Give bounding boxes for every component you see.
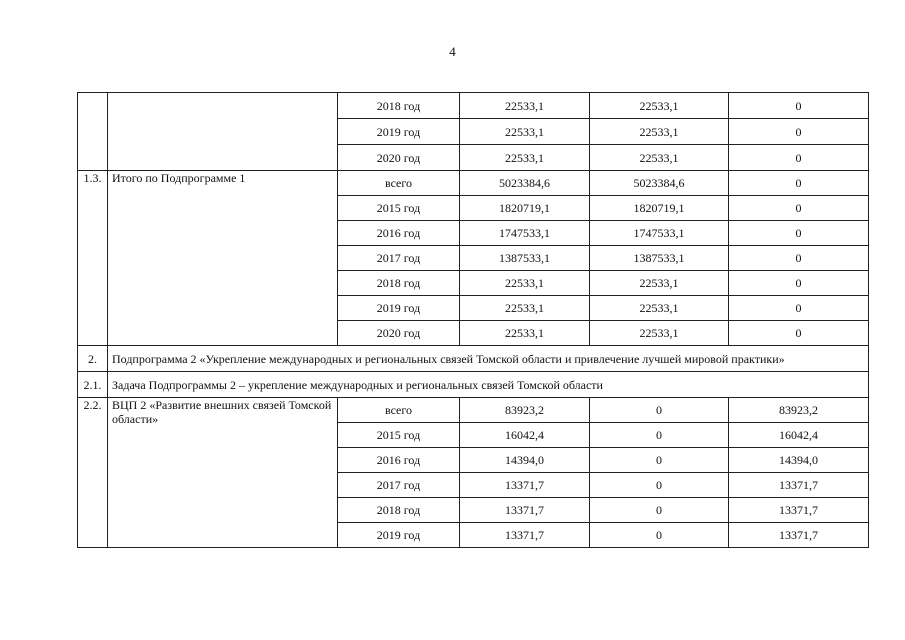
value-a-cell: 22533,1 (590, 271, 729, 296)
budget-table (77, 92, 869, 548)
value-a-cell: 0 (590, 473, 729, 498)
total-value-cell: 83923,2 (460, 398, 590, 423)
table-row (78, 398, 869, 423)
value-b-cell: 13371,7 (729, 473, 869, 498)
value-a-cell: 22533,1 (590, 145, 729, 171)
year-cell: 2015 год (338, 196, 460, 221)
value-b-cell: 0 (729, 93, 869, 119)
name-cell (108, 93, 338, 171)
value-a-cell: 22533,1 (590, 321, 729, 346)
value-a-cell: 0 (590, 523, 729, 548)
value-b-cell: 16042,4 (729, 423, 869, 448)
value-a-cell: 0 (590, 448, 729, 473)
value-b-cell: 0 (729, 119, 869, 145)
year-cell: 2019 год (338, 119, 460, 145)
value-b-cell: 13371,7 (729, 498, 869, 523)
value-b-cell: 83923,2 (729, 398, 869, 423)
total-value-cell: 13371,7 (460, 473, 590, 498)
value-b-cell: 13371,7 (729, 523, 869, 548)
year-cell: 2020 год (338, 321, 460, 346)
value-b-cell: 0 (729, 196, 869, 221)
name-cell: Итого по Подпрограмме 1 (108, 171, 338, 346)
total-value-cell: 22533,1 (460, 93, 590, 119)
year-cell: 2017 год (338, 473, 460, 498)
name-cell: ВЦП 2 «Развитие внешних связей Томской области» (108, 398, 338, 548)
value-b-cell: 0 (729, 145, 869, 171)
value-a-cell: 0 (590, 498, 729, 523)
total-value-cell: 1747533,1 (460, 221, 590, 246)
value-a-cell: 22533,1 (590, 93, 729, 119)
value-b-cell: 0 (729, 171, 869, 196)
total-value-cell: 16042,4 (460, 423, 590, 448)
total-value-cell: 22533,1 (460, 119, 590, 145)
year-cell: 2019 год (338, 523, 460, 548)
year-cell: всего (338, 171, 460, 196)
year-cell: 2019 год (338, 296, 460, 321)
page-number: 4 (449, 44, 456, 59)
year-cell: 2017 год (338, 246, 460, 271)
value-b-cell: 0 (729, 321, 869, 346)
year-cell: 2016 год (338, 448, 460, 473)
year-cell: всего (338, 398, 460, 423)
value-a-cell: 1747533,1 (590, 221, 729, 246)
total-value-cell: 22533,1 (460, 271, 590, 296)
total-value-cell: 5023384,6 (460, 171, 590, 196)
year-cell: 2018 год (338, 271, 460, 296)
section-row (78, 372, 869, 398)
total-value-cell: 22533,1 (460, 321, 590, 346)
index-cell: 2.2. (78, 398, 108, 548)
total-value-cell: 13371,7 (460, 523, 590, 548)
section-row (78, 346, 869, 372)
table-row (78, 171, 869, 196)
section-title-cell: Задача Подпрограммы 2 – укрепление международных и региональных связей Томской области (108, 372, 869, 398)
index-cell (78, 93, 108, 171)
value-b-cell: 0 (729, 246, 869, 271)
value-a-cell: 5023384,6 (590, 171, 729, 196)
total-value-cell: 14394,0 (460, 448, 590, 473)
value-a-cell: 1387533,1 (590, 246, 729, 271)
table-row (78, 93, 869, 119)
year-cell: 2018 год (338, 93, 460, 119)
section-title-cell: Подпрограмма 2 «Укрепление международных и региональных связей Томской области и привлечение лучшей мировой практики» (108, 346, 869, 372)
budget-table-body (78, 93, 869, 548)
value-b-cell: 14394,0 (729, 448, 869, 473)
value-a-cell: 1820719,1 (590, 196, 729, 221)
value-b-cell: 0 (729, 221, 869, 246)
value-b-cell: 0 (729, 271, 869, 296)
section-index-cell: 2.1. (78, 372, 108, 398)
year-cell: 2020 год (338, 145, 460, 171)
value-b-cell: 0 (729, 296, 869, 321)
value-a-cell: 0 (590, 423, 729, 448)
total-value-cell: 1387533,1 (460, 246, 590, 271)
total-value-cell: 13371,7 (460, 498, 590, 523)
value-a-cell: 22533,1 (590, 119, 729, 145)
section-index-cell: 2. (78, 346, 108, 372)
total-value-cell: 22533,1 (460, 145, 590, 171)
year-cell: 2016 год (338, 221, 460, 246)
total-value-cell: 22533,1 (460, 296, 590, 321)
value-a-cell: 0 (590, 398, 729, 423)
total-value-cell: 1820719,1 (460, 196, 590, 221)
value-a-cell: 22533,1 (590, 296, 729, 321)
index-cell: 1.3. (78, 171, 108, 346)
year-cell: 2015 год (338, 423, 460, 448)
year-cell: 2018 год (338, 498, 460, 523)
